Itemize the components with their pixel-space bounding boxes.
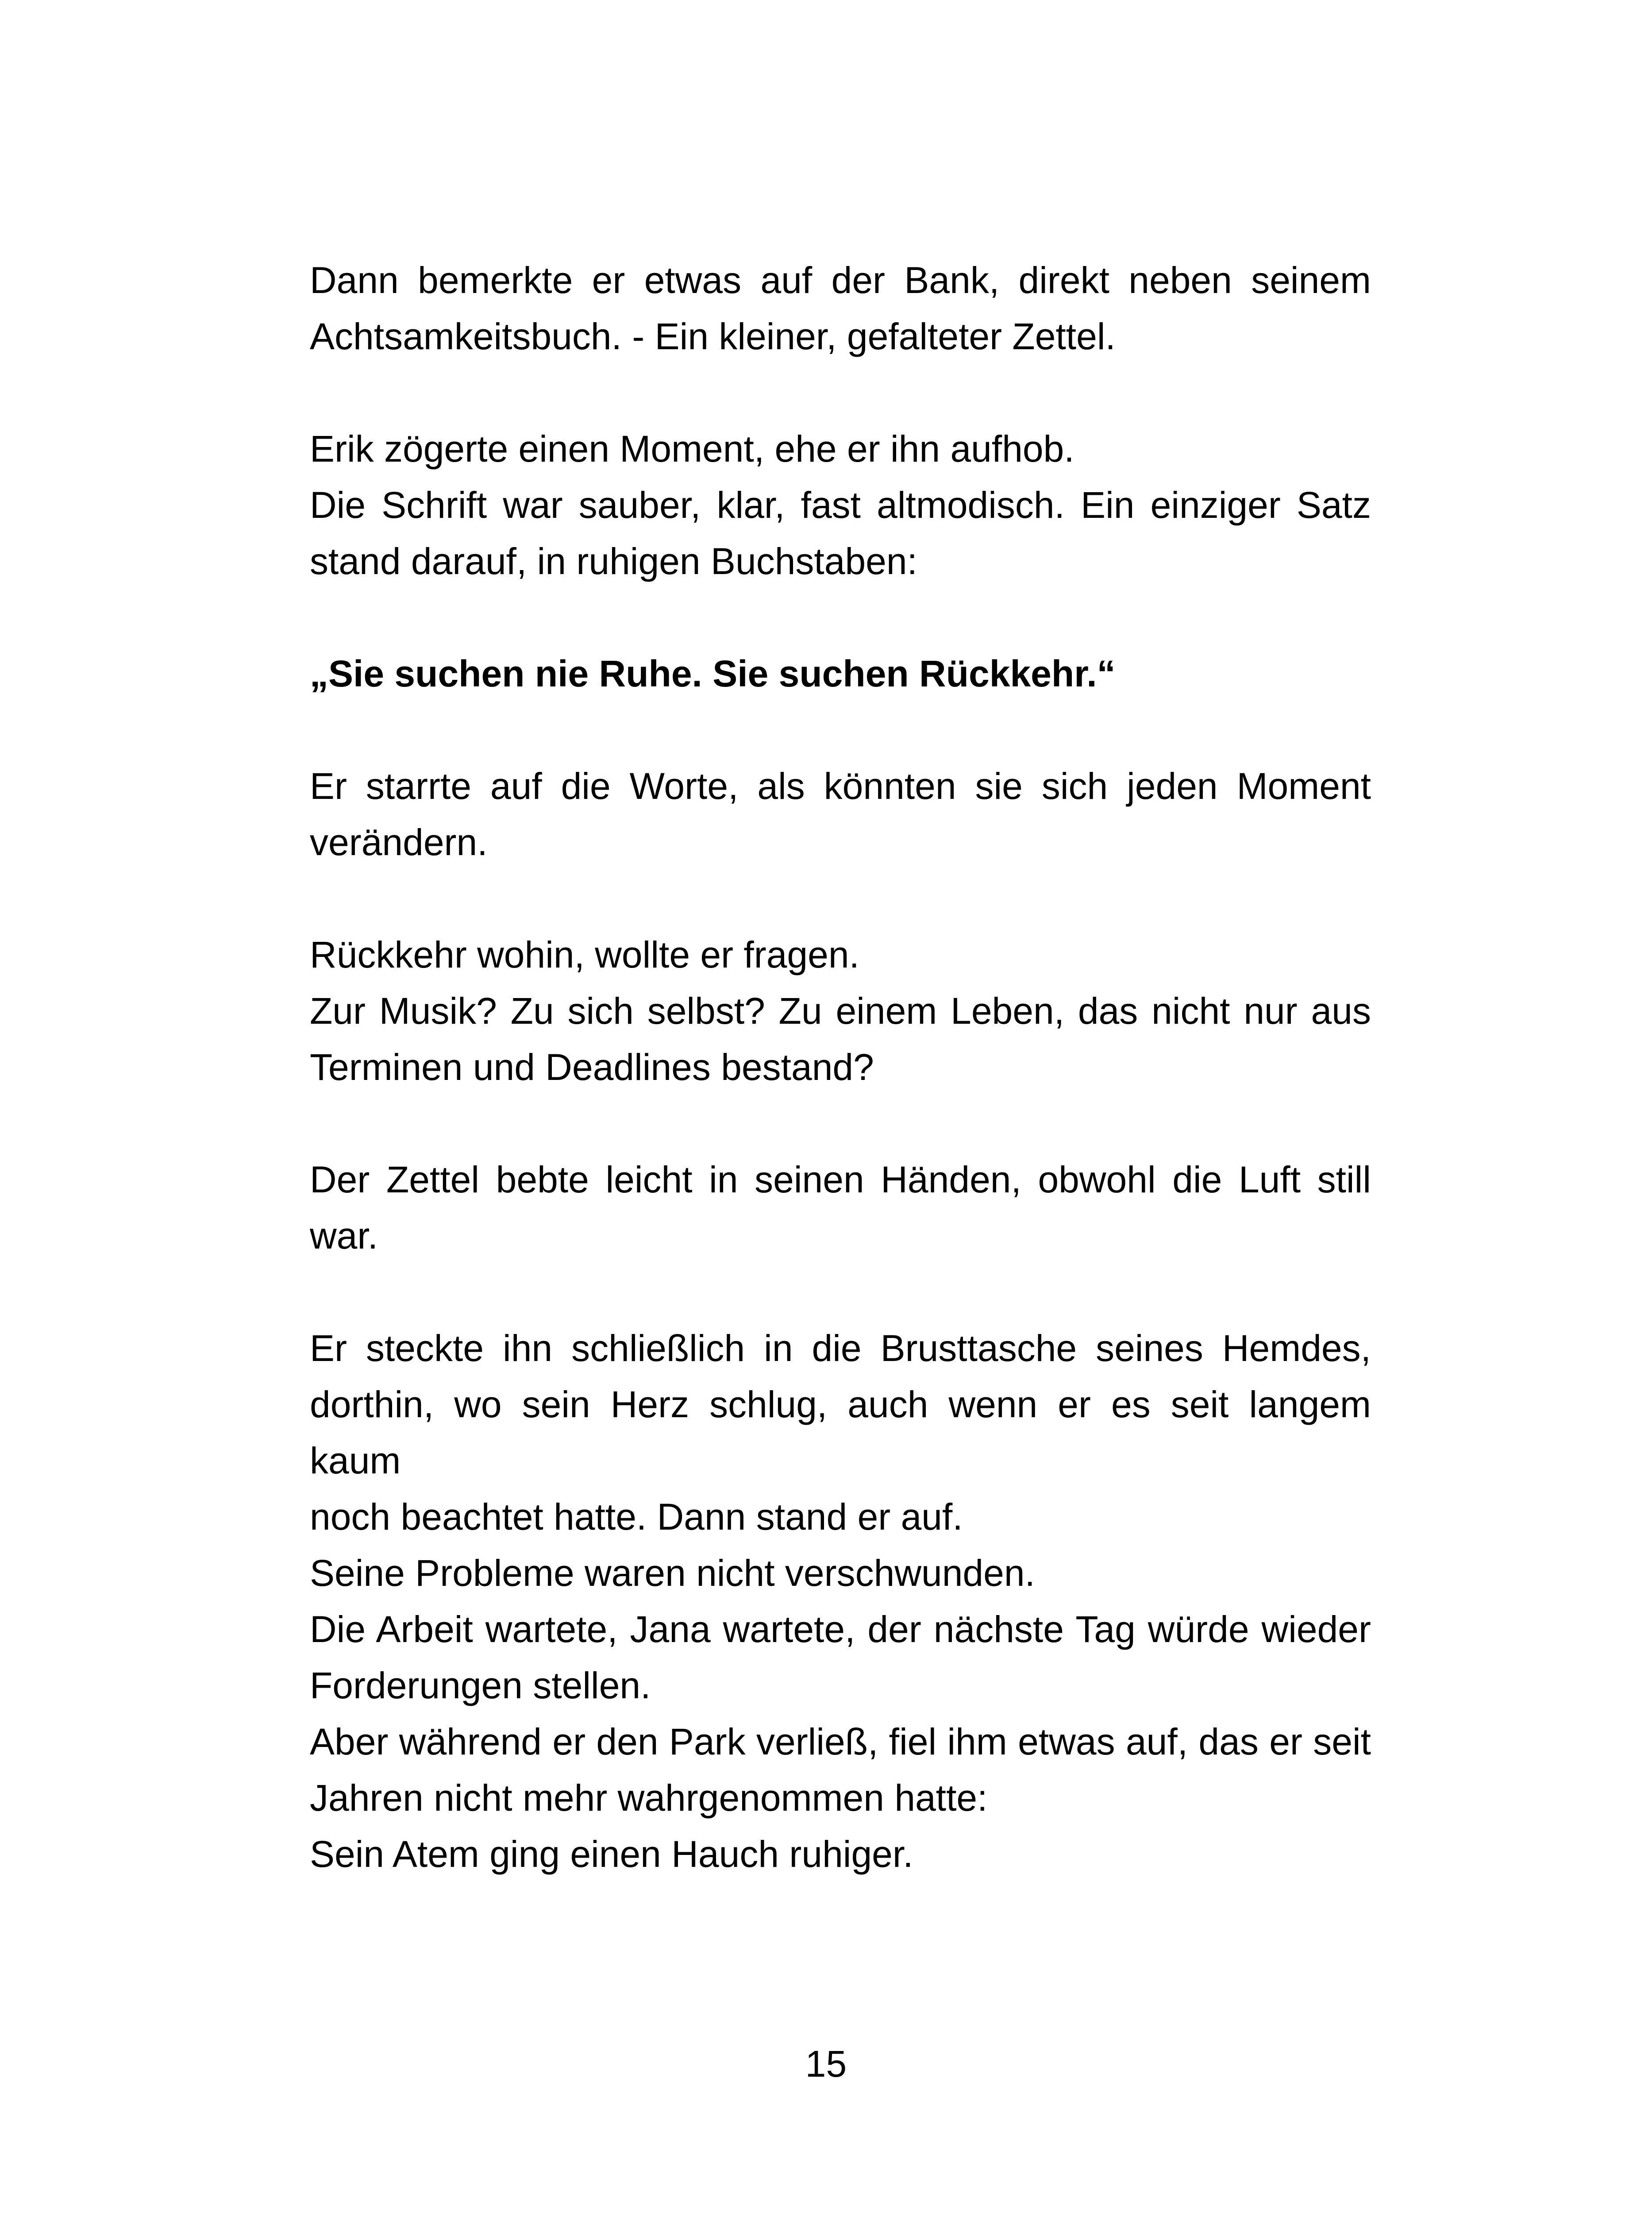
text-line: Aber während er den Park verließ, fiel ihm etwas auf, das er seit: [310, 1721, 1371, 1762]
text-line: verändern.: [310, 821, 488, 863]
text-line: Forderungen stellen.: [310, 1665, 651, 1706]
text-line: Dann bemerkte er etwas auf der Bank, direkt neben seinem: [310, 259, 1371, 301]
text-line: Die Schrift war sauber, klar, fast altmodisch. Ein einziger Satz: [310, 484, 1371, 526]
text-line: stand darauf, in ruhigen Buchstaben:: [310, 540, 917, 582]
text-line: Terminen und Deadlines bestand?: [310, 1046, 874, 1088]
text-line: Er steckte ihn schließlich in die Brusttasche seines Hemdes,: [310, 1327, 1371, 1369]
quote-line: „Sie suchen nie Ruhe. Sie suchen Rückkehr.“: [310, 653, 1116, 694]
text-line: Der Zettel bebte leicht in seinen Händen, obwohl die Luft still: [310, 1159, 1371, 1200]
text-line: Er starrte auf die Worte, als könnten sie sich jeden Moment: [310, 765, 1371, 807]
text-line: dorthin, wo sein Herz schlug, auch wenn er es seit langem kaum: [310, 1384, 1371, 1481]
text-line: war.: [310, 1215, 378, 1257]
paragraph: [310, 1320, 1371, 1882]
quote-paragraph: [310, 646, 1371, 702]
paragraph: [310, 252, 1371, 365]
text-line: Rückkehr wohin, wollte er fragen.: [310, 934, 859, 975]
paragraph: [310, 1152, 1371, 1264]
paragraph: [310, 927, 1371, 1095]
text-line: Jahren nicht mehr wahrgenommen hatte:: [310, 1777, 988, 1819]
text-line: Zur Musik? Zu sich selbst? Zu einem Leben, das nicht nur aus: [310, 990, 1371, 1032]
page-number: 15: [805, 2043, 847, 2085]
text-line: Seine Probleme waren nicht verschwunden.: [310, 1552, 1035, 1594]
text-line: Sein Atem ging einen Hauch ruhiger.: [310, 1833, 913, 1875]
paragraph: [310, 421, 1371, 590]
text-line: Erik zögerte einen Moment, ehe er ihn aufhob.: [310, 428, 1074, 470]
text-line: Die Arbeit wartete, Jana wartete, der nächste Tag würde wieder: [310, 1608, 1371, 1650]
text-line: noch beachtet hatte. Dann stand er auf.: [310, 1496, 963, 1538]
paragraph: [310, 758, 1371, 871]
body-text: [310, 252, 1371, 1939]
text-line: Achtsamkeitsbuch. - Ein kleiner, gefalteter Zettel.: [310, 316, 1116, 357]
